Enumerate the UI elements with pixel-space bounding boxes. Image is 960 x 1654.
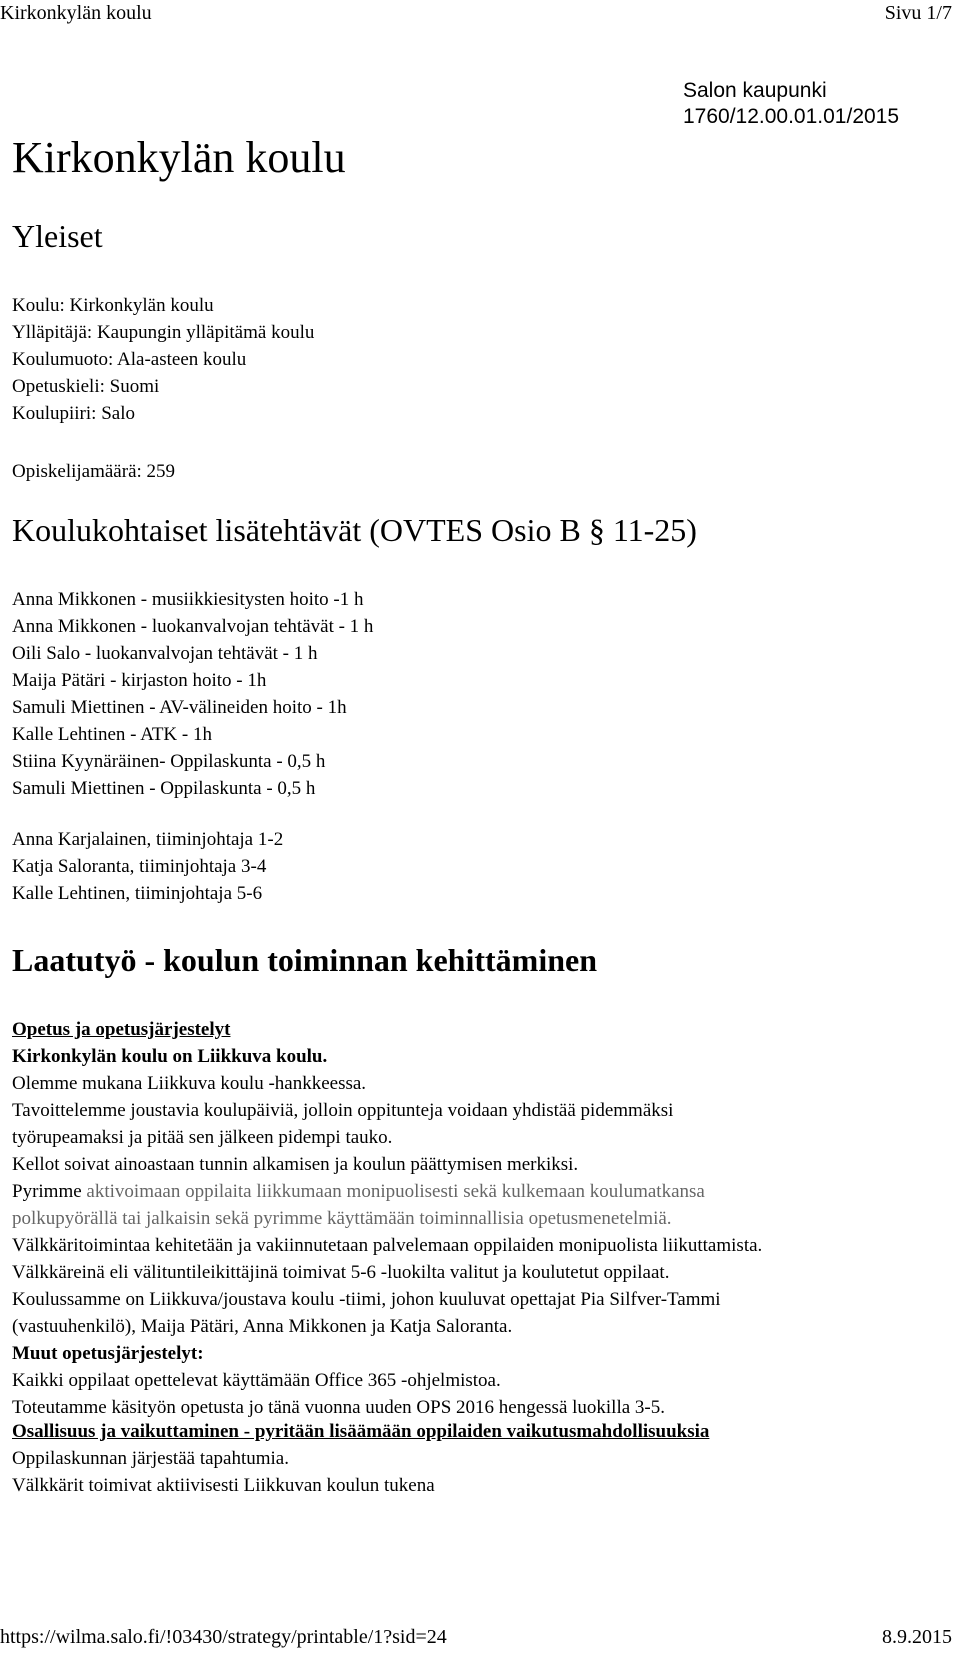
quality-line: Välkkäritoimintaa kehitetään ja vakiinnutetaan palvelemaan oppilaiden monipuolista liikuttamista. xyxy=(12,1235,763,1256)
participation-heading: Osallisuus ja vaikuttaminen - pyritään lisäämään oppilaiden vaikutusmahdollisuuksia xyxy=(12,1421,710,1442)
task-line: Stiina Kyynäräinen- Oppilaskunta - 0,5 h xyxy=(12,751,326,772)
quality-line: Välkkäreinä eli välituntileikittäjinä toimivat 5-6 -luokilta valitut ja koulutetut oppilaat. xyxy=(12,1262,670,1283)
quality-line: Koulussamme on Liikkuva/joustava koulu -tiimi, johon kuuluvat opettajat Pia Silfver-Tammi xyxy=(12,1289,721,1310)
quality-line: työrupeamaksi ja pitää sen jälkeen pidempi tauko. xyxy=(12,1127,393,1148)
general-info-line: Koulumuoto: Ala-asteen koulu xyxy=(12,349,247,370)
participation-line: Välkkärit toimivat aktiivisesti Liikkuvan koulun tukena xyxy=(12,1475,435,1496)
tasks-heading: Koulukohtaiset lisätehtävät (OVTES Osio B § 11-25) xyxy=(12,512,697,548)
quality-line: Olemme mukana Liikkuva koulu -hankkeessa. xyxy=(12,1073,367,1094)
student-count: Opiskelijamäärä: 259 xyxy=(12,461,176,482)
general-info-line: Opetuskieli: Suomi xyxy=(12,376,160,397)
document-code: 1760/12.00.01.01/2015 xyxy=(683,105,900,128)
participation-section xyxy=(12,1418,709,1499)
task-line: Oili Salo - luokanvalvojan tehtävät - 1 h xyxy=(12,643,318,664)
quality-line: Tavoittelemme joustavia koulupäiviä, jolloin oppitunteja voidaan yhdistää pidemmäksi xyxy=(12,1100,674,1121)
task-line: Anna Mikkonen - luokanvalvojan tehtävät - 1 h xyxy=(12,616,374,637)
quality-line: (vastuuhenkilö), Maija Pätäri, Anna Mikkonen ja Katja Saloranta. xyxy=(12,1316,513,1337)
task-line: Maija Pätäri - kirjaston hoito - 1h xyxy=(12,670,267,691)
pyrimme-line xyxy=(12,1178,762,1205)
general-info-line: Koulu: Kirkonkylän koulu xyxy=(12,295,214,316)
general-info-line: Ylläpitäjä: Kaupungin ylläpitämä koulu xyxy=(12,322,315,343)
task-line: Samuli Miettinen - AV-välineiden hoito - 1h xyxy=(12,697,347,718)
pyrimme-word: Pyrimme xyxy=(12,1181,82,1202)
participation-line: Oppilaskunnan järjestää tapahtumia. xyxy=(12,1448,289,1469)
task-line: Anna Mikkonen - musiikkiesitysten hoito -1 h xyxy=(12,589,364,610)
task-line: Kalle Lehtinen - ATK - 1h xyxy=(12,724,212,745)
footer-date: 8.9.2015 xyxy=(882,1626,952,1648)
liikkuva-koulu-statement: Kirkonkylän koulu on Liikkuva koulu. xyxy=(12,1046,328,1067)
print-header-title: Kirkonkylän koulu xyxy=(0,2,152,24)
general-info-line: Koulupiiri: Salo xyxy=(12,403,135,424)
page-title: Kirkonkylän koulu xyxy=(12,133,346,182)
quality-section xyxy=(12,1016,762,1421)
teaching-subheading: Opetus ja opetusjärjestelyt xyxy=(12,1019,231,1040)
team-leader-line: Kalle Lehtinen, tiiminjohtaja 5-6 xyxy=(12,883,263,904)
task-line: Samuli Miettinen - Oppilaskunta - 0,5 h xyxy=(12,778,316,799)
other-arrangements-heading: Muut opetusjärjestelyt: xyxy=(12,1343,204,1364)
general-heading: Yleiset xyxy=(12,218,103,254)
general-info-list xyxy=(12,292,314,427)
organization-block xyxy=(683,78,899,130)
other-arrangements-line: Toteutamme käsityön opetusta jo tänä vuonna uuden OPS 2016 hengessä luokilla 3-5. xyxy=(12,1397,666,1418)
page-number: Sivu 1/7 xyxy=(884,2,952,24)
other-arrangements-line: Kaikki oppilaat opettelevat käyttämään Office 365 -ohjelmistoa. xyxy=(12,1370,501,1391)
quality-line: Kellot soivat ainoastaan tunnin alkamisen ja koulun päättymisen merkiksi. xyxy=(12,1154,579,1175)
gray-line: polkupyörällä tai jalkaisin sekä pyrimme käyttämään toiminnallisia opetusmenetelmiä. xyxy=(12,1208,672,1229)
team-leaders-list xyxy=(12,826,283,907)
tasks-list xyxy=(12,586,373,802)
team-leader-line: Katja Saloranta, tiiminjohtaja 3-4 xyxy=(12,856,267,877)
footer-url: https://wilma.salo.fi/!03430/strategy/printable/1?sid=24 xyxy=(0,1626,447,1648)
organization-name: Salon kaupunki xyxy=(683,79,827,102)
pyrimme-rest: aktivoimaan oppilaita liikkumaan monipuolisesti sekä kulkemaan koulumatkansa xyxy=(81,1181,705,1202)
quality-heading: Laatutyö - koulun toiminnan kehittäminen xyxy=(12,942,598,978)
team-leader-line: Anna Karjalainen, tiiminjohtaja 1-2 xyxy=(12,829,284,850)
